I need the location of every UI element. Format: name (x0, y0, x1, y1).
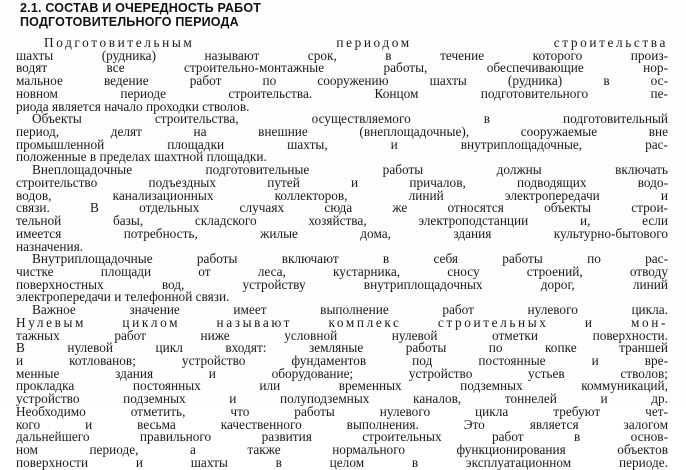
text-line: новном периоде строительства. Концом подготовительного пе- (16, 85, 668, 101)
text-line: устройство подземных и полуподземных каналов, тоннелей и др. (16, 391, 668, 407)
text-line: назначения. (16, 238, 84, 254)
text-line: В нулевой цикл входят: земляные работы по копке траншей (16, 340, 668, 356)
text-line: положенные в пределах шахтной площадки. (16, 149, 267, 165)
text-line: поверхности и шахты в целом в эксплуатационном периоде. (16, 454, 668, 470)
text-line: и котлованов; устройство фундаментов под постоянные и вре- (16, 352, 668, 368)
text-line: связи. В отдельных случаях сюда же относятся объекты строи- (16, 200, 668, 216)
text-line: кого и весьма качественного выполнения. Это является залогом (16, 416, 668, 432)
text-line: риода является начало проходки стволов. (16, 98, 250, 114)
text-line: строительство подъездных путей и причалов, подводящих водо- (16, 174, 668, 190)
text-line: Внеплощадочные подготовительные работы должны включать (32, 162, 668, 178)
section-heading (20, 1, 261, 29)
section-heading-line-1: 2.1. СОСТАВ И ОЧЕРЕДНОСТЬ РАБОТ (20, 1, 262, 15)
section-heading-line-2: ПОДГОТОВИТЕЛЬНОГО ПЕРИОДА (20, 15, 239, 29)
text-line: Подготовительным периодом строительства (44, 35, 668, 50)
text-line: Необходимо отметить, что работы нулевого цикла требуют чет- (16, 403, 668, 419)
text-line: имеется потребность, жилые дома, здания культурно-бытового (16, 225, 668, 241)
body-text (16, 37, 668, 469)
text-line: водят все строительно-монтажные работы, обеспечивающие нор- (16, 60, 668, 76)
text-line: Объекты строительства, осуществляемого в подготовительный (32, 111, 668, 127)
text-line: чистке площади от леса, кустарника, сносу строений, отводу (16, 263, 668, 279)
text-line: ном периоде, а также нормального функционирования объектов (16, 442, 668, 457)
text-line: поверхностных вод, устройству внутриплощадочных дорог, линий (16, 276, 668, 292)
text-line: электропередачи и телефонной связи. (16, 289, 230, 305)
text-line: Важное значение имеет выполнение работ нулевого цикла. (32, 302, 668, 318)
text-line: дальнейшего правильного развития строительных работ в основ- (16, 429, 668, 445)
text-line: тажных работ ниже условной нулевой отметки поверхности. (16, 327, 668, 343)
text-line: тельной базы, складского хозяйства, электроподстанции и, если (16, 213, 668, 229)
text-line: мальное ведение работ по сооружению шахты (рудника) в ос- (16, 73, 668, 89)
text-line: водов, канализационных коллекторов, линий электропередачи и (16, 187, 668, 203)
text-line: промышленной площадки шахты, и внутриплощадочные, рас- (16, 136, 668, 152)
text-line: прокладка постоянных или временных подземных коммуникаций, (16, 378, 668, 394)
text-line: период, делят на внешние (внеплощадочные), сооружаемые вне (16, 124, 668, 140)
text-line: менные здания и оборудование; устройство устьев стволов; (16, 365, 668, 381)
text-line: Нулевым циклом называют комплекс строительных и мон- (16, 314, 668, 330)
text-line: Внутриплощадочные работы включают в себя работы по рас- (32, 251, 668, 267)
text-line: шахты (рудника) называют срок, в течение которого произ- (16, 47, 668, 63)
